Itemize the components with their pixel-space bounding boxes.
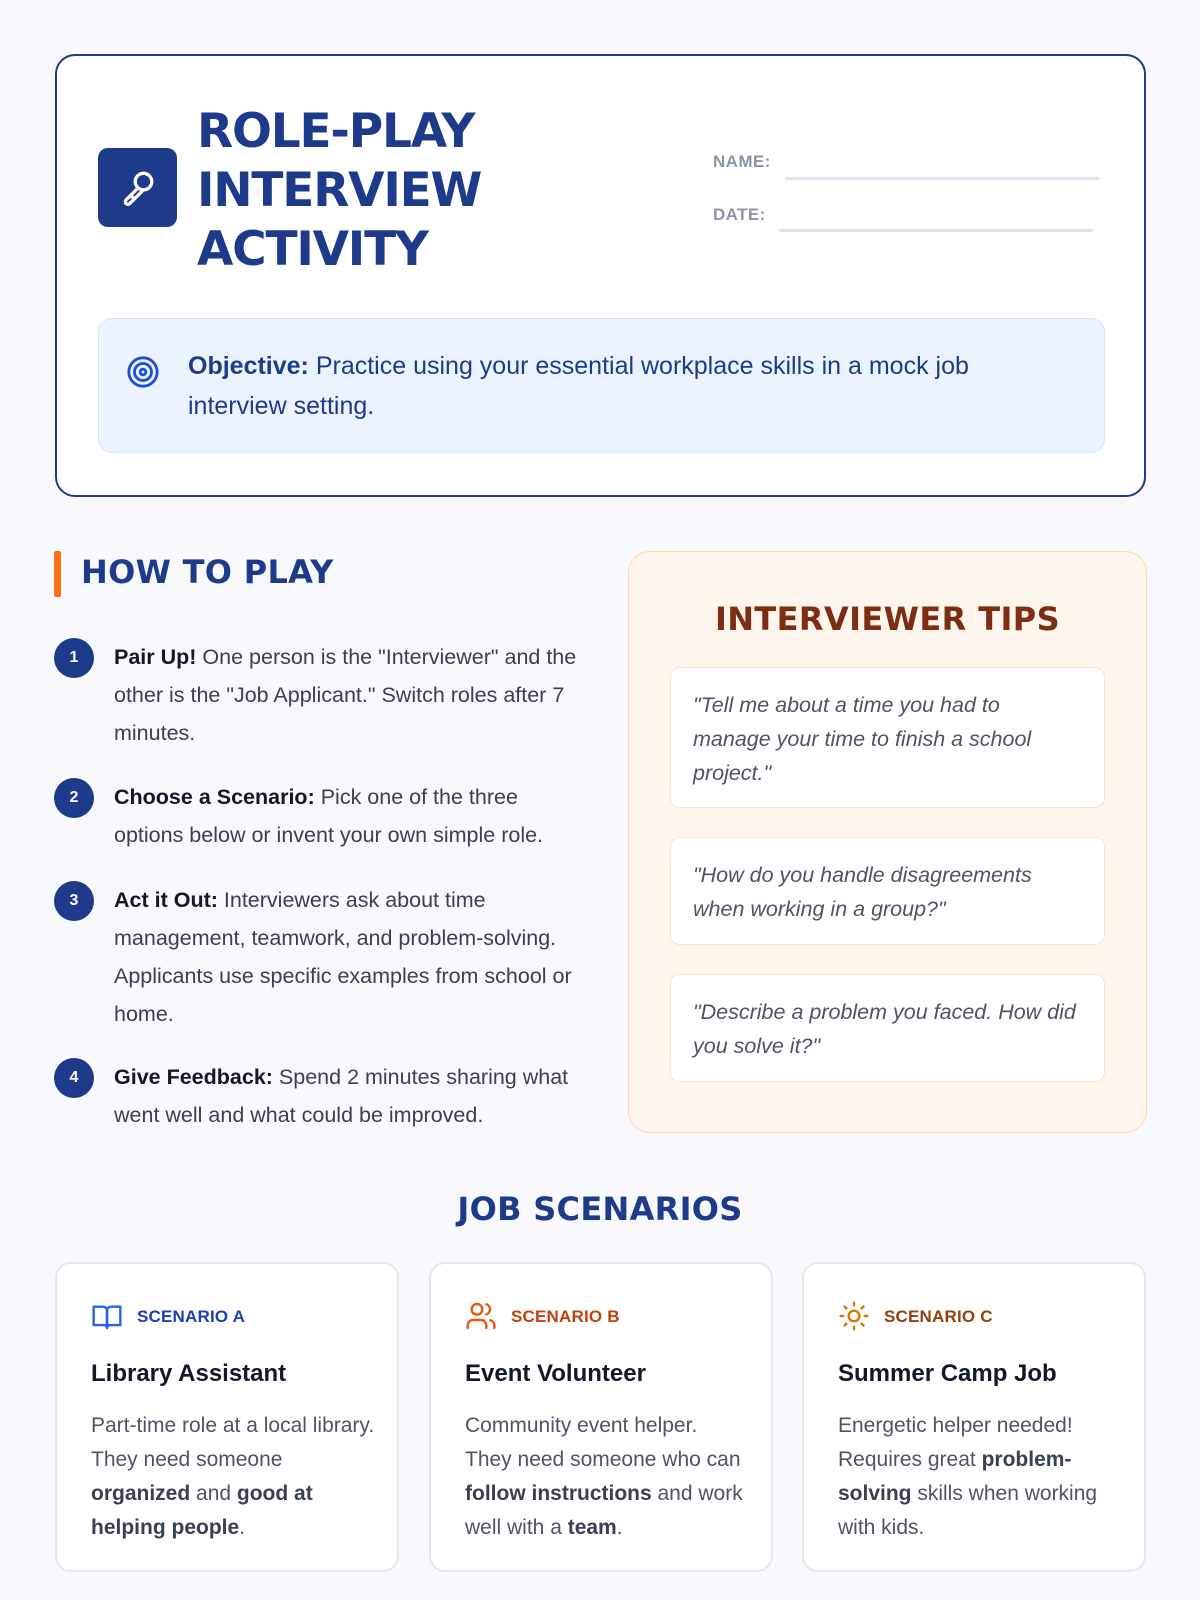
desc-text: . (239, 1516, 246, 1539)
header-card (55, 54, 1146, 497)
scenario-label: SCENARIO B (511, 1307, 620, 1326)
scenario-label: SCENARIO A (137, 1307, 246, 1326)
step-text (114, 881, 584, 1033)
date-label: DATE: (713, 205, 766, 224)
scenario-card-c (802, 1262, 1146, 1572)
step-body: One person is the "Interviewer" and the other is the "Job Applicant." Switch roles after 7 minutes. (114, 645, 577, 745)
desc-highlight: team (567, 1516, 617, 1539)
scenario-label: SCENARIO C (884, 1307, 993, 1326)
date-field[interactable] (779, 229, 1093, 232)
section-accent-bar (54, 551, 61, 597)
scenario-card-a (55, 1262, 399, 1572)
title-line-1: ROLE-PLAY (197, 104, 475, 159)
desc-text: and (190, 1482, 237, 1505)
desc-highlight: good at helping people (91, 1482, 313, 1539)
tip-card (670, 667, 1105, 808)
name-field[interactable] (785, 177, 1099, 180)
microphone-icon (116, 166, 160, 210)
how-to-play-title: HOW TO PLAY (81, 553, 334, 591)
scenario-name: Summer Camp Job (838, 1360, 1057, 1387)
interviewer-tips-card (628, 551, 1147, 1133)
objective-label: Objective: (188, 352, 309, 380)
desc-text: Part-time role at a local library. They need someone (91, 1414, 375, 1471)
tip-card (670, 837, 1105, 945)
step-number: 3 (54, 881, 94, 921)
name-label: NAME: (713, 152, 771, 171)
microphone-badge (98, 148, 177, 227)
scenario-description (465, 1409, 749, 1545)
scenario-description (838, 1409, 1122, 1545)
step-body: Spend 2 minutes sharing what went well and what could be improved. (114, 1065, 569, 1127)
step-number: 1 (54, 638, 94, 678)
step-body: Interviewers ask about time management, teamwork, and problem-solving. Applicants use specific examples from school or home. (114, 888, 572, 1026)
book-icon (91, 1300, 123, 1332)
objective-box (98, 318, 1105, 453)
desc-text: . (616, 1516, 623, 1539)
desc-highlight: organized (91, 1482, 191, 1505)
tip-text: "Tell me about a time you had to manage your time to finish a school project." (693, 693, 1032, 785)
desc-text: skills when working with kids. (838, 1482, 1098, 1539)
step-title: Choose a Scenario: (114, 785, 315, 809)
desc-highlight: problem-solving (838, 1448, 1072, 1505)
step-number: 2 (54, 778, 94, 818)
tips-title: INTERVIEWER TIPS (714, 600, 1061, 638)
tip-card (670, 974, 1105, 1082)
objective-body: Practice using your essential workplace skills in a mock job interview setting. (188, 352, 969, 420)
desc-highlight: follow instructions (465, 1482, 652, 1505)
tip-text: "Describe a problem you faced. How did you solve it?" (693, 1000, 1076, 1058)
scenario-name: Event Volunteer (465, 1360, 646, 1387)
users-icon (465, 1300, 497, 1332)
step-title: Act it Out: (114, 888, 218, 912)
sun-icon (838, 1300, 870, 1332)
step-body: Pick one of the three options below or invent your own simple role. (114, 785, 544, 847)
scenario-name: Library Assistant (91, 1360, 287, 1387)
objective-text (188, 346, 1068, 426)
step-text (114, 1058, 584, 1134)
desc-text: Community event helper. They need someone who can (465, 1414, 741, 1471)
step-text (114, 638, 584, 752)
step-number: 4 (54, 1058, 94, 1098)
desc-text: Energetic helper needed! Requires great (838, 1414, 1073, 1471)
page-title (197, 102, 527, 279)
scenario-card-b (429, 1262, 773, 1572)
title-line-2: INTERVIEW (197, 163, 482, 218)
scenario-description (91, 1409, 375, 1545)
tip-text: "How do you handle disagreements when working in a group?" (693, 863, 1032, 921)
step-title: Pair Up! (114, 645, 197, 669)
title-line-3: ACTIVITY (197, 222, 428, 277)
desc-text: and work well with a (465, 1482, 743, 1539)
step-text (114, 778, 584, 854)
target-icon (126, 355, 160, 389)
step-title: Give Feedback: (114, 1065, 273, 1089)
job-scenarios-title: JOB SCENARIOS (457, 1190, 743, 1228)
